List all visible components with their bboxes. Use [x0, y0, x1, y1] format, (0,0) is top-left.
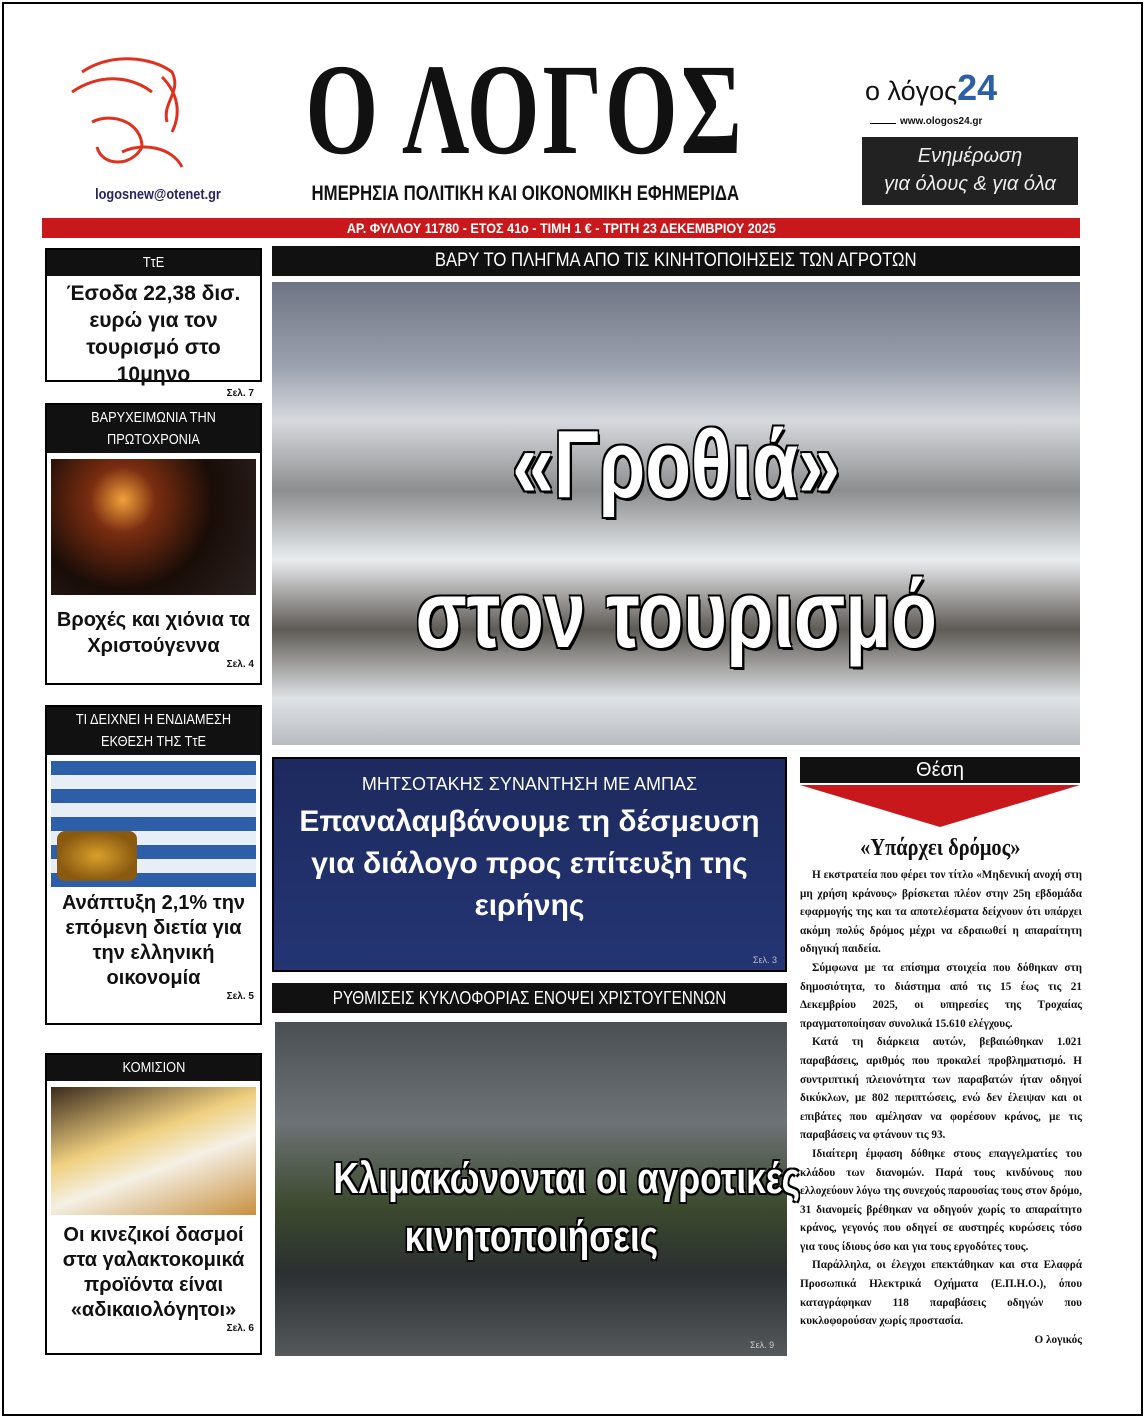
page-ref: Σελ. 3 [752, 955, 777, 965]
story-headline: Βροχές και χιόνια τα Χριστούγεννα [56, 609, 251, 657]
slogan-box [862, 137, 1078, 205]
story-headline: Έσοδα 22,38 δισ. ευρώ για τον τουρισμό στο 10μηνο [66, 282, 241, 386]
greek-flag-coins-photo [51, 761, 256, 887]
masthead-title: Ο ΛΟΓΟΣ [305, 38, 745, 182]
story-box-growth[interactable] [45, 705, 262, 1025]
rainy-night-photo [51, 459, 256, 595]
page-ref: Σελ. 4 [226, 659, 254, 670]
coins-image [57, 831, 137, 881]
editorial-title: «Υπάρχει δρόμος» [859, 835, 1021, 861]
ologos24-logo-number: 24 [957, 67, 998, 108]
traffic-headline-wrap[interactable] [275, 1150, 800, 1266]
traffic-headline-line2: κινητοποιήσεις [404, 1212, 658, 1261]
editorial-paragraph: Σύμφωνα με τα επίσημα στοιχεία που δόθηκαν στη δημοσιότητα, το διάστημα από τις 15 έως τις 21 Δεκεμβρίου 2025, οι υπηρεσίες της Τροχαίας πραγματοποίησαν συνολικά 15.610 ελέγχους. [800, 961, 1082, 1030]
story-kicker: ΤΙ ΔΕΙΧΝΕΙ Η ΕΝΔΙΑΜΕΣΗ ΕΚΘΕΣΗ ΤΗΣ ΤτΕ [47, 707, 260, 755]
editorial-body [800, 866, 1082, 1349]
site-url[interactable]: www.ologos24.gr [900, 116, 983, 127]
editorial-paragraph: Παράλληλα, οι έλεγχοι επεκτάθηκαν και στα Ελαφρά Προσωπικά Ηλεκτρικά Οχήματα (Ε.Π.Η.Ο.), όπου καταγράφηκαν 118 παραβάσεις οδηγών που κυκλοφορούσαν χωρίς προστασία. [800, 1259, 1082, 1328]
editorial-paragraph: Η εκστρατεία που φέρει τον τίτλο «Μηδενική ανοχή στη μη χρήση κράνους» βρίσκεται πλέον στην 25η εβδομάδα εφαρμογής της και τα αποτελέσματα δείχνουν ότι υπάρχει ακόμη πολύς δρόμος μέχρι να εδραιωθεί η απαραίτητη οδηγική παιδεία. [800, 869, 1082, 956]
ologos24-logo-text: ο λόγος [865, 76, 958, 106]
red-triangle-decoration [800, 785, 1080, 827]
issue-info-bar [42, 218, 1080, 238]
story-headline: Επαναλαμβάνουμε τη δέσμευση για διάλογο προς επίτευξη της ειρήνης [299, 805, 760, 922]
main-headline[interactable] [272, 390, 1080, 690]
slogan-line: Ενημέρωση [917, 145, 1023, 167]
story-kicker: ΚΟΜΙΣΙΟΝ [47, 1055, 260, 1081]
page-ref: Σελ. 7 [226, 388, 254, 399]
main-headline-line2-wrap [272, 540, 1080, 690]
contact-email[interactable]: logosnew@otenet.gr [94, 186, 221, 203]
page-ref: Σελ. 9 [750, 1340, 775, 1350]
main-story-kicker: ΒΑΡΥ ΤΟ ΠΛΗΓΜΑ ΑΠΟ ΤΙΣ ΚΙΝΗΤΟΠΟΙΗΣΕΙΣ ΤΩΝ ΑΓΡΟΤΩΝ [272, 246, 1080, 276]
dairy-products-photo [51, 1087, 256, 1215]
main-headline-line1-wrap [272, 390, 1080, 540]
story-headline: Οι κινεζικοί δασμοί στα γαλακτοκομικά προϊόντα είναι «αδικαιολόγητοι» [62, 1224, 245, 1321]
page-ref: Σελ. 6 [226, 1323, 254, 1334]
slogan-line: για όλους & για όλα [884, 173, 1056, 195]
divider [870, 123, 896, 124]
ologos24-logo[interactable] [865, 66, 1045, 110]
issue-info: ΑΡ. ΦΥΛΛΟΥ 11780 - ΕΤΟΣ 41ο - ΤΙΜΗ 1 € - ΤΡΙΤΗ 23 ΔΕΚΕΜΒΡΙΟΥ 2025 [346, 220, 776, 236]
masthead-subtitle: ΗΜΕΡΗΣΙΑ ΠΟΛΙΤΙΚΗ ΚΑΙ ΟΙΚΟΝΟΜΙΚΗ ΕΦΗΜΕΡΙΔΑ [311, 182, 739, 205]
traffic-kicker: ΡΥΘΜΙΣΕΙΣ ΚΥΚΛΟΦΟΡΙΑΣ ΕΝΟΨΕΙ ΧΡΙΣΤΟΥΓΕΝΝΩΝ [272, 983, 787, 1013]
story-kicker: ΒΑΡΥΧΕΙΜΩΝΙΑ ΤΗΝ ΠΡΩΤΟΧΡΟΝΙΑ [47, 405, 260, 453]
story-headline: Ανάπτυξη 2,1% την επόμενη διετία για την ελληνική οικονομία [61, 892, 246, 989]
story-box-mitsotakis[interactable] [272, 757, 787, 972]
story-box-weather[interactable] [45, 403, 262, 685]
masthead-wrap [145, 38, 905, 182]
editorial-paragraph: Κατά τη διάρκεια αυτών, βεβαιώθηκαν 1.021 παραβάσεις, αριθμός που προκαλεί προβληματισμό. Η συντριπτική πλειονότητα των παραβατών ήταν οδηγοί δικύκλων, με 802 περιπτώσεις, ενώ δεν έλειψαν και οι επιβάτες που αμέλησαν να φορέσουν κράνος, με τις παραβάσεις να φτάνουν τις 93. [800, 1036, 1082, 1142]
story-box-tourism-revenue[interactable] [45, 248, 262, 399]
editorial-title-wrap [800, 834, 1080, 862]
editorial-section-label: Θέση [800, 757, 1080, 783]
main-headline-line1: «Γροθιά» [512, 411, 840, 518]
editorial-signature: Ο λογικός [1034, 1333, 1082, 1346]
traffic-headline: Κλιμακώνονται οι αγροτικές [333, 1154, 800, 1203]
story-kicker: ΤτΕ [47, 250, 260, 276]
story-kicker: ΜΗΤΣΟΤΑΚΗΣ ΣΥΝΑΝΤΗΣΗ ΜΕ ΑΜΠΑΣ [361, 774, 698, 794]
story-box-dairy-tariffs[interactable] [45, 1053, 262, 1355]
masthead-subtitle-wrap [145, 181, 905, 207]
editorial-paragraph: Ιδιαίτερη έμφαση δόθηκε στους επαγγελματίες του κλάδου των διανομών. Παρά τους κινδύνους που ελλοχεύουν λόγω της συνεχούς παρουσίας τους στον δρόμο, 31 διανομείς βρέθηκαν να οδηγούν χωρίς το απαραίτητο κράνος, γεγονός που οδηγεί σε αυστηρές κυρώσεις τόσο για τους ίδιους όσο και για τους εργοδότες τους. [800, 1147, 1082, 1253]
main-headline-line2: στον τουρισμό [415, 561, 937, 668]
page-ref: Σελ. 5 [226, 991, 254, 1002]
